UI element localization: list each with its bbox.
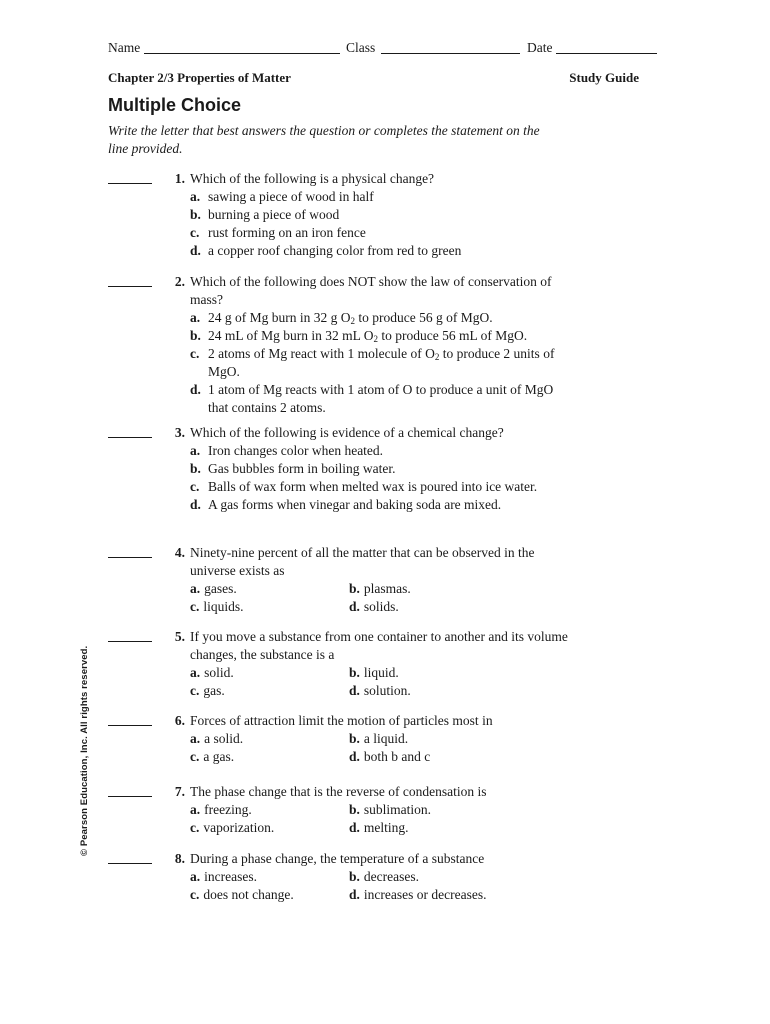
choice-letter: d.: [190, 243, 201, 258]
choice-list: [190, 309, 568, 417]
choice-c: [190, 598, 349, 616]
answer-line[interactable]: [108, 641, 152, 642]
choice-text: increases.: [204, 869, 257, 884]
choice-letter: b.: [349, 802, 360, 817]
choice-d: [190, 242, 568, 260]
choice-text: melting.: [363, 820, 409, 835]
question-number: 7.: [174, 784, 185, 799]
choice-a: [190, 580, 349, 598]
choice-letter: b.: [349, 665, 360, 680]
question-number: 2.: [174, 274, 185, 289]
question-4: [108, 544, 568, 616]
answer-line[interactable]: [108, 557, 152, 558]
choice-letter: c.: [190, 887, 200, 902]
question-number: 4.: [174, 545, 185, 560]
question-number: 1.: [174, 171, 185, 186]
choice-letter: a.: [190, 665, 201, 680]
answer-line[interactable]: [108, 437, 152, 438]
choice-letter: c.: [190, 749, 200, 764]
choice-letter: b.: [349, 581, 360, 596]
study-guide-label: Study Guide: [569, 70, 639, 85]
question-6: [108, 712, 568, 766]
question-stem: During a phase change, the temperature of a substance: [190, 851, 485, 866]
section-title: Multiple Choice: [108, 95, 242, 115]
question-number: 3.: [174, 425, 185, 440]
choice-d: [190, 496, 568, 514]
choice-text: liquids.: [203, 599, 244, 614]
choice-text: gas.: [203, 683, 225, 698]
instructions: Write the letter that best answers the question or completes the statement on the line provided.: [108, 123, 540, 156]
choice-b: [349, 730, 549, 748]
choice-letter: a.: [190, 731, 201, 746]
question-5: [108, 628, 568, 700]
choice-text: 2 atoms of Mg react with 1 molecule of O: [208, 346, 435, 361]
choice-list: [190, 868, 568, 904]
choice-text: a liquid.: [363, 731, 409, 746]
copyright-notice: © Pearson Education, Inc. All rights reserved.: [79, 645, 90, 856]
choice-a: [190, 868, 349, 886]
question-number: 6.: [174, 713, 185, 728]
choice-text: gases.: [204, 581, 237, 596]
answer-line[interactable]: [108, 286, 152, 287]
answer-line[interactable]: [108, 796, 152, 797]
choice-letter: a.: [190, 443, 201, 458]
choice-text: freezing.: [204, 802, 252, 817]
choice-list: [190, 580, 568, 616]
choice-c: [190, 345, 568, 381]
choice-c: [190, 748, 349, 766]
choice-list: [190, 664, 568, 700]
question-stem: Which of the following is a physical change?: [190, 171, 435, 186]
choice-a: [190, 801, 349, 819]
choice-letter: d.: [349, 887, 360, 902]
choice-text: increases or decreases.: [363, 887, 487, 902]
name-label: Name: [108, 40, 141, 55]
choice-text: to produce 2 units of MgO.: [208, 346, 555, 379]
choice-letter: c.: [190, 225, 200, 240]
choice-letter: c.: [190, 820, 200, 835]
choice-letter: a.: [190, 869, 201, 884]
question-stem: Forces of attraction limit the motion of particles most in: [190, 713, 493, 728]
answer-line[interactable]: [108, 183, 152, 184]
choice-letter: d.: [190, 497, 201, 512]
choice-d: [349, 748, 549, 766]
choice-text: 1 atom of Mg reacts with 1 atom of O to produce a unit of MgO that contains 2 atoms.: [208, 382, 554, 415]
question-2: [108, 273, 568, 417]
choice-text: Balls of wax form when melted wax is poured into ice water.: [208, 479, 538, 494]
subscript: 2: [350, 316, 355, 326]
question-8: [108, 850, 568, 904]
choice-a: [190, 442, 568, 460]
choice-a: [190, 188, 568, 206]
choice-text: vaporization.: [203, 820, 275, 835]
choice-letter: a.: [190, 802, 201, 817]
choice-d: [349, 819, 549, 837]
choice-c: [190, 819, 349, 837]
choice-letter: a.: [190, 189, 201, 204]
choice-letter: a.: [190, 581, 201, 596]
subscript: 2: [373, 334, 378, 344]
choice-list: [190, 188, 568, 260]
choice-letter: c.: [190, 599, 200, 614]
choice-letter: b.: [349, 731, 360, 746]
choice-text: 24 g of Mg burn in 32 g O: [208, 310, 351, 325]
question-stem: The phase change that is the reverse of condensation is: [190, 784, 487, 799]
choice-text: solid.: [204, 665, 234, 680]
choice-letter: d.: [349, 749, 360, 764]
choice-text: to produce 56 mL of MgO.: [378, 328, 528, 343]
choice-letter: d.: [349, 599, 360, 614]
choice-letter: d.: [190, 382, 201, 397]
date-label: Date: [527, 40, 553, 55]
answer-line[interactable]: [108, 863, 152, 864]
choice-text: burning a piece of wood: [208, 207, 340, 222]
choice-d: [349, 682, 549, 700]
name-field[interactable]: [144, 53, 340, 54]
question-1: [108, 170, 568, 260]
question-stem: Ninety-nine percent of all the matter that can be observed in the universe exists as: [190, 545, 535, 578]
question-stem: Which of the following is evidence of a chemical change?: [190, 425, 504, 440]
choice-list: [190, 801, 568, 837]
choice-c: [190, 886, 349, 904]
choice-b: [190, 206, 568, 224]
question-3: [108, 424, 568, 514]
choice-letter: d.: [349, 820, 360, 835]
choice-text: to produce 56 g of MgO.: [355, 310, 493, 325]
choice-letter: c.: [190, 683, 200, 698]
choice-letter: b.: [349, 869, 360, 884]
answer-line[interactable]: [108, 725, 152, 726]
choice-c: [190, 478, 568, 496]
question-stem: Which of the following does NOT show the law of conservation of mass?: [190, 274, 552, 307]
choice-d: [349, 598, 549, 616]
date-field[interactable]: [556, 53, 657, 54]
choice-b: [349, 801, 549, 819]
choice-letter: c.: [190, 346, 200, 361]
question-7: [108, 783, 568, 837]
choice-d: [349, 886, 549, 904]
choice-b: [349, 580, 549, 598]
choice-text: a solid.: [204, 731, 244, 746]
choice-text: plasmas.: [363, 581, 411, 596]
choice-text: solution.: [363, 683, 411, 698]
choice-text: A gas forms when vinegar and baking soda are mixed.: [208, 497, 502, 512]
choice-c: [190, 682, 349, 700]
choice-a: [190, 664, 349, 682]
choice-letter: b.: [190, 328, 201, 343]
choice-letter: c.: [190, 479, 200, 494]
choice-text: a copper roof changing color from red to green: [208, 243, 462, 258]
choice-letter: b.: [190, 461, 201, 476]
choice-text: rust forming on an iron fence: [208, 225, 366, 240]
chapter-title: Chapter 2/3 Properties of Matter: [108, 70, 291, 85]
choice-b: [349, 664, 549, 682]
choice-text: sawing a piece of wood in half: [208, 189, 374, 204]
choice-list: [190, 442, 568, 514]
question-number: 5.: [174, 629, 185, 644]
choice-letter: b.: [190, 207, 201, 222]
choice-text: does not change.: [203, 887, 294, 902]
choice-a: [190, 730, 349, 748]
choice-text: both b and c: [363, 749, 431, 764]
choice-b: [190, 327, 568, 345]
question-stem: If you move a substance from one container to another and its volume changes, the substance is a: [190, 629, 568, 662]
choice-text: liquid.: [363, 665, 399, 680]
choice-text: Iron changes color when heated.: [208, 443, 384, 458]
choice-text: sublimation.: [363, 802, 432, 817]
choice-letter: a.: [190, 310, 201, 325]
choice-b: [349, 868, 549, 886]
choice-b: [190, 460, 568, 478]
class-field[interactable]: [381, 53, 520, 54]
choice-d: [190, 381, 568, 417]
choice-letter: d.: [349, 683, 360, 698]
question-number: 8.: [174, 851, 185, 866]
choice-a: [190, 309, 568, 327]
choice-text: Gas bubbles form in boiling water.: [208, 461, 396, 476]
choice-text: solids.: [363, 599, 399, 614]
choice-text: decreases.: [363, 869, 419, 884]
choice-text: a gas.: [203, 749, 235, 764]
choice-list: [190, 730, 568, 766]
choice-c: [190, 224, 568, 242]
class-label: Class: [346, 40, 376, 55]
choice-text: 24 mL of Mg burn in 32 mL O: [208, 328, 374, 343]
subscript: 2: [434, 352, 440, 362]
